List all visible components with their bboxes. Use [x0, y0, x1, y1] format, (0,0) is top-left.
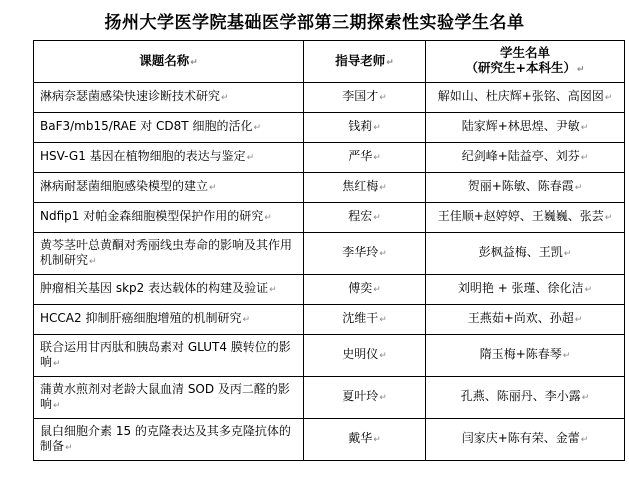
students-cell: 刘明艳 + 张瑾、徐化洁↵	[426, 275, 625, 305]
advisor-cell: 夏叶玲↵	[304, 377, 426, 419]
header-advisor: 指导老师↵	[304, 41, 426, 83]
topic-cell: 黄芩茎叶总黄酮对秀丽线虫寿命的影响及其作用机制研究↵	[34, 233, 304, 275]
header-topic: 课题名称↵	[34, 41, 304, 83]
table-row	[34, 173, 625, 203]
students-cell: 孔燕、陈丽丹、李小露↵	[426, 377, 625, 419]
advisor-cell: 严华↵	[304, 143, 426, 173]
table-row	[34, 233, 625, 275]
topic-cell: 淋病耐瑟菌细胞感染模型的建立↵	[34, 173, 304, 203]
students-cell: 解如山、杜庆辉+张铭、高囡囡↵	[426, 83, 625, 113]
table-row	[34, 335, 625, 377]
advisor-cell: 李国才↵	[304, 83, 426, 113]
students-cell: 王燕茹+尚欢、孙超↵	[426, 305, 625, 335]
table-row	[34, 83, 625, 113]
advisor-cell: 傅奕↵	[304, 275, 426, 305]
header-students: 学生名单 （研究生+本科生）↵	[426, 41, 625, 83]
table-row	[34, 143, 625, 173]
advisor-cell: 程宏↵	[304, 203, 426, 233]
topic-cell: 蒲黄水煎剂对老龄大鼠血清 SOD 及丙二醛的影响↵	[34, 377, 304, 419]
topic-cell: 鼠白细胞介素 15 的克隆表达及其多克隆抗体的制备↵	[34, 419, 304, 461]
advisor-cell: 钱莉↵	[304, 113, 426, 143]
topic-cell: BaF3/mb15/RAE 对 CD8T 细胞的活化↵	[34, 113, 304, 143]
table-row	[34, 275, 625, 305]
topic-cell: Ndfip1 对帕金森细胞模型保护作用的研究↵	[34, 203, 304, 233]
table-row	[34, 305, 625, 335]
topic-cell: 肿瘤相关基因 skp2 表达载体的构建及验证↵	[34, 275, 304, 305]
advisor-cell: 李华玲↵	[304, 233, 426, 275]
topic-cell: HCCA2 抑制肝癌细胞增殖的机制研究↵	[34, 305, 304, 335]
page-title: 扬州大学医学院基础医学部第三期探索性实验学生名单	[104, 13, 525, 33]
students-cell: 贺丽+陈敏、陈春霞↵	[426, 173, 625, 203]
topic-cell: 联合运用甘丙肽和胰岛素对 GLUT4 膜转位的影响↵	[34, 335, 304, 377]
students-cell: 隋玉梅+陈春琴↵	[426, 335, 625, 377]
student-roster-table	[33, 40, 625, 461]
students-cell: 彭枫益梅、王凯↵	[426, 233, 625, 275]
table-row	[34, 377, 625, 419]
students-cell: 王佳顺+赵婷婷、王巍巍、张芸↵	[426, 203, 625, 233]
advisor-cell: 史明仪↵	[304, 335, 426, 377]
table-row	[34, 113, 625, 143]
students-cell: 闫家庆+陈有荣、金蕾↵	[426, 419, 625, 461]
advisor-cell: 焦红梅↵	[304, 173, 426, 203]
students-cell: 纪剑峰+陆益亭、刘芬↵	[426, 143, 625, 173]
topic-cell: HSV-G1 基因在植物细胞的表达与鉴定↵	[34, 143, 304, 173]
advisor-cell: 沈维干↵	[304, 305, 426, 335]
students-cell: 陆家辉+林思煌、尹敏↵	[426, 113, 625, 143]
table-row	[34, 203, 625, 233]
table-row	[34, 419, 625, 461]
advisor-cell: 戴华↵	[304, 419, 426, 461]
topic-cell: 淋病奈瑟菌感染快速诊断技术研究↵	[34, 83, 304, 113]
table-header-row	[34, 41, 625, 83]
